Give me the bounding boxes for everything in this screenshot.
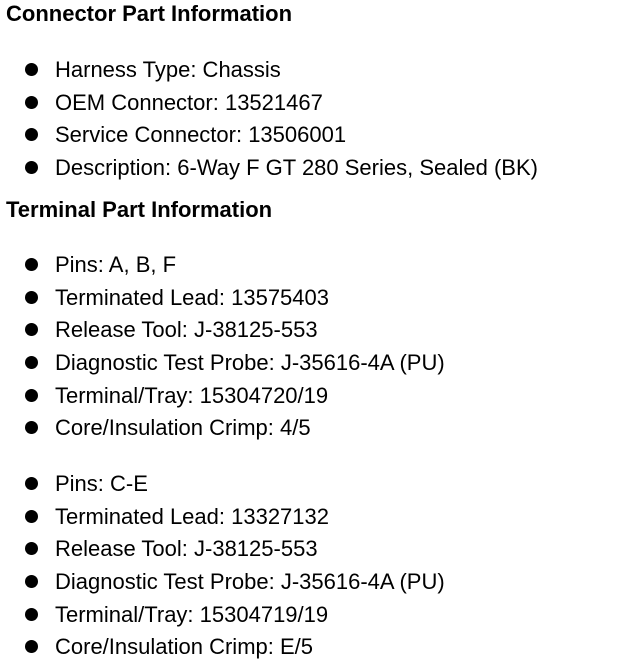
diagnostic-test-probe-text: Diagnostic Test Probe: J-35616-4A (PU) xyxy=(55,350,445,376)
terminated-lead-text: Terminated Lead: 13575403 xyxy=(55,284,329,310)
oem-connector-text: OEM Connector: 13521467 xyxy=(55,89,323,115)
diagnostic-test-probe-text: Diagnostic Test Probe: J-35616-4A (PU) xyxy=(55,569,445,595)
harness-type-text: Harness Type: Chassis xyxy=(55,57,281,82)
bullet-icon xyxy=(25,63,38,76)
terminal-tray-text: Terminal/Tray: 15304719/19 xyxy=(55,601,329,627)
bullet-icon xyxy=(25,323,38,336)
bullet-icon xyxy=(25,640,38,653)
description-text: Description: 6-Way F GT 280 Series, Sealed (BK) xyxy=(55,155,538,181)
bullet-icon xyxy=(25,291,38,304)
bullet-icon xyxy=(25,356,38,369)
pins-text: Pins: C-E xyxy=(55,471,148,496)
bullet-icon xyxy=(25,608,38,621)
release-tool-text: Release Tool: J-38125-553 xyxy=(55,536,318,562)
core-insulation-crimp-text: Core/Insulation Crimp: 4/5 xyxy=(55,415,311,441)
bullet-icon xyxy=(25,258,38,271)
bullet-icon xyxy=(25,542,38,555)
bullet-icon xyxy=(25,161,38,174)
terminal-tray-text: Terminal/Tray: 15304720/19 xyxy=(55,382,329,408)
bullet-icon xyxy=(25,128,38,141)
bullet-icon xyxy=(25,477,38,490)
release-tool-text: Release Tool: J-38125-553 xyxy=(55,317,318,343)
core-insulation-crimp-text: Core/Insulation Crimp: E/5 xyxy=(55,634,313,660)
pins-text: Pins: A, B, F xyxy=(55,252,177,277)
terminated-lead-text: Terminated Lead: 13327132 xyxy=(55,503,329,529)
connector-part-heading: Connector Part Information xyxy=(6,1,293,26)
bullet-icon xyxy=(25,389,38,402)
service-connector-text: Service Connector: 13506001 xyxy=(55,122,347,148)
bullet-icon xyxy=(25,96,38,109)
bullet-icon xyxy=(25,510,38,523)
bullet-icon xyxy=(25,421,38,434)
terminal-part-heading: Terminal Part Information xyxy=(6,197,273,222)
bullet-icon xyxy=(25,575,38,588)
